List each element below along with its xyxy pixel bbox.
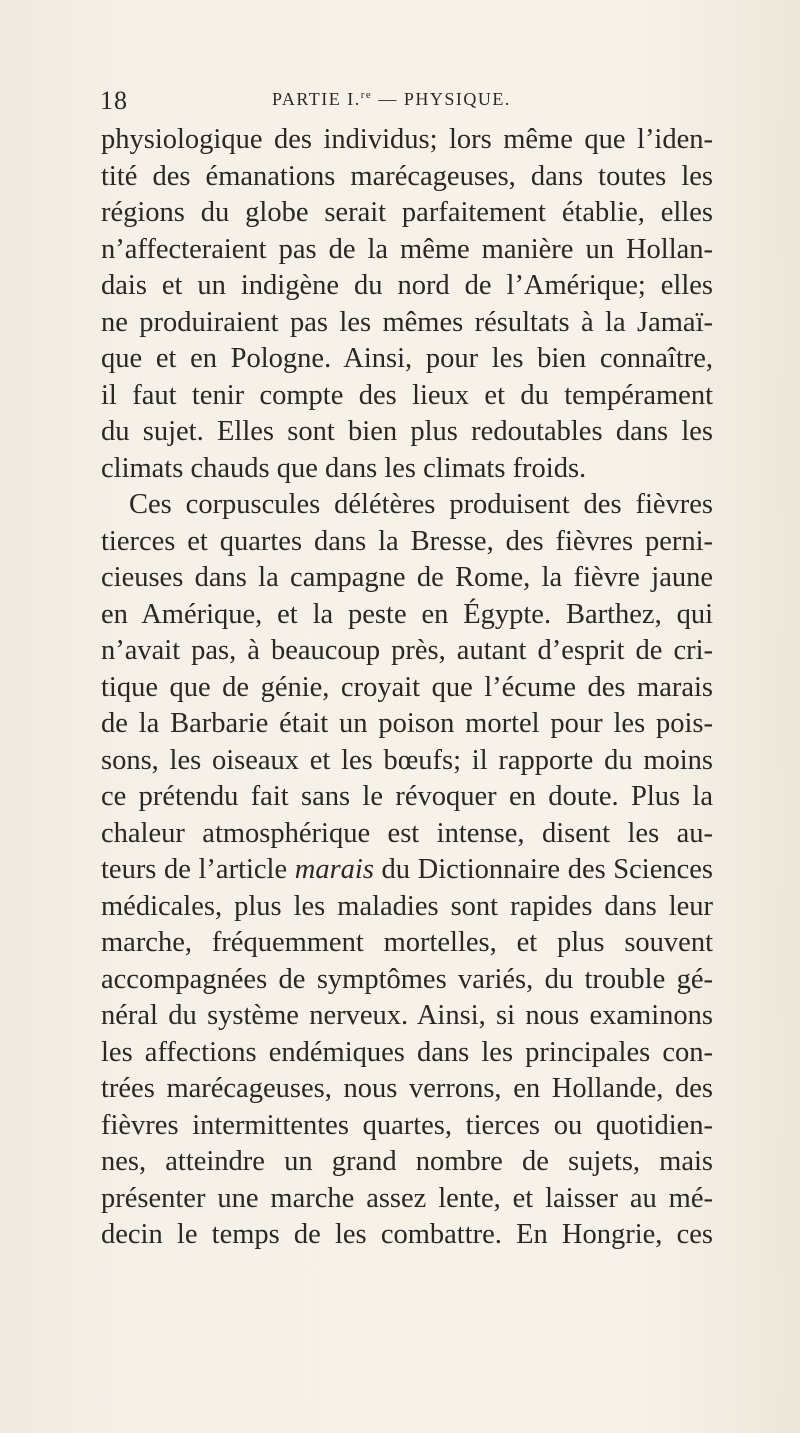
text-line: tique que de génie, croyait que l’écume des marais [101,671,713,703]
text-line: que et en Pologne. Ainsi, pour les bien connaître, [101,343,713,374]
text-line: tierces et quartes dans la Bresse, des fièvres perni- [101,525,713,557]
text-line: trées marécageuses, nous verrons, en Hollande, des [101,1073,713,1104]
text-line: dais et un indigène du nord de l’Amérique; elles [101,270,713,301]
text-line: régions du globe serait parfaitement établie, elles [101,197,713,228]
text-fragment: du Dictionnaire des Sciences [373,854,713,885]
text-line: présenter une marche assez lente, et laisser au mé- [101,1182,713,1214]
italic-term: marais [294,854,374,885]
running-head-part: PARTIE I. [272,89,361,109]
text-line: de la Barbarie était un poison mortel pour les pois- [101,708,713,739]
text-line: tité des émanations marécageuses, dans toutes les [101,160,713,192]
text-line: ne produiraient pas les mêmes résultats à la Jamaï- [101,306,713,338]
text-line: n’affecteraient pas de la même manière un Hollan- [101,233,713,265]
text-line: climats chauds que dans les climats froids. [101,452,587,484]
text-line: sons, les oiseaux et les bœufs; il rapporte du moins [101,744,713,776]
text-line: accompagnées de symptômes variés, du trouble gé- [101,963,713,995]
page-number: 18 [100,86,128,115]
text-line: cieuses dans la campagne de Rome, la fièvre jaune [101,562,713,593]
text-line: fièvres intermittentes quartes, tierces ou quotidien- [101,1109,713,1141]
text-line-with-italic [101,852,713,889]
text-line: n’avait pas, à beaucoup près, autant d’esprit de cri- [101,635,713,666]
text-line: il faut tenir compte des lieux et du tempérament [101,379,713,411]
text-line: les affections endémiques dans les principales con- [101,1036,713,1068]
text-line: ce prétendu fait sans le révoquer en doute. Plus la [101,781,713,812]
running-head [272,89,511,110]
text-fragment: teurs de l’article [101,854,295,885]
text-line: nes, atteindre un grand nombre de sujets, mais [101,1146,713,1177]
text-line: du sujet. Elles sont bien plus redoutables dans les [101,416,713,447]
running-head-section: — PHYSIQUE. [372,89,511,109]
text-line: néral du système nerveux. Ainsi, si nous examinons [101,1000,713,1031]
text-line: en Amérique, et la peste en Égypte. Barthez, qui [101,598,713,630]
text-line: marche, fréquemment mortelles, et plus souvent [101,927,713,958]
page-header [100,86,660,122]
text-line: médicales, plus les maladies sont rapides dans leur [101,890,713,922]
text-line: Ces corpuscules délétères produisent des fièvres [129,489,713,520]
text-line: decin le temps de les combattre. En Hongrie, ces [101,1219,713,1250]
running-head-superscript: re [360,89,373,101]
body-text [101,122,713,1254]
text-line: chaleur atmosphérique est intense, disent les au- [101,817,713,849]
text-line: physiologique des individus; lors même que l’iden- [101,124,713,155]
